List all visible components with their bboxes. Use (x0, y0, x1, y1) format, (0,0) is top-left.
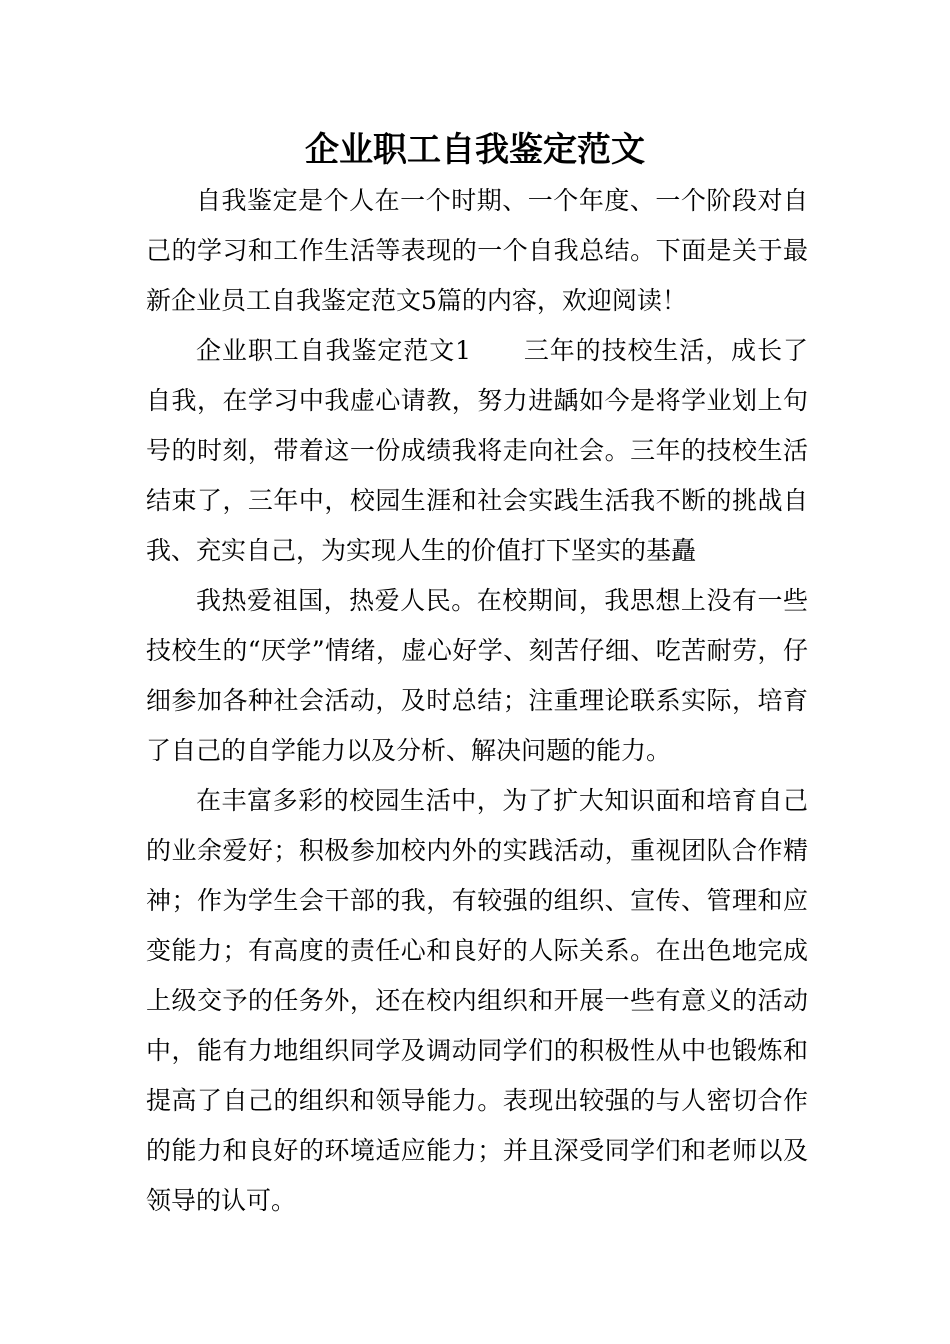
paragraph-intro: 自我鉴定是个人在一个时期、一个年度、一个阶段对自己的学习和工作生活等表现的一个自我总结。下面是关于最新企业员工自我鉴定范文5篇的内容，欢迎阅读！ (146, 186, 808, 315)
document-body (146, 176, 808, 1226)
paragraph-campus-life: 在丰富多彩的校园生活中，为了扩大知识面和培育自己的业余爱好；积极参加校内外的实践活动，重视团队合作精神；作为学生会干部的我，有较强的组织、宣传、管理和应变能力；有高度的责任心和良好的人际关系。在出色地完成上级交予的任务外，还在校内组织和开展一些有意义的活动中，能有力地组织同学及调动同学们的积极性从中也锻炼和提高了自己的组织和领导能力。表现出较强的与人密切合作的能力和良好的环境适应能力；并且深受同学们和老师以及领导的认可。 (146, 786, 808, 1215)
document-title: 企业职工自我鉴定范文 (305, 130, 645, 170)
paragraph-sample-1-opening: 企业职工自我鉴定范文1 三年的技校生活，成长了自我，在学习中我虚心请教，努力进龋如今是将学业划上句号的时刻，带着这一份成绩我将走向社会。三年的技校生活结束了，三年中，校园生涯和社会实践生活我不断的挑战自我、充实自己，为实现人生的价值打下坚实的基矗 (146, 336, 808, 565)
paragraph-patriotism: 我热爱祖国，热爱人民。在校期间，我思想上没有一些技校生的“厌学”情绪，虚心好学、刻苦仔细、吃苦耐劳，仔细参加各种社会活动，及时总结；注重理论联系实际，培育了自己的自学能力以及分析、解决问题的能力。 (146, 586, 808, 765)
